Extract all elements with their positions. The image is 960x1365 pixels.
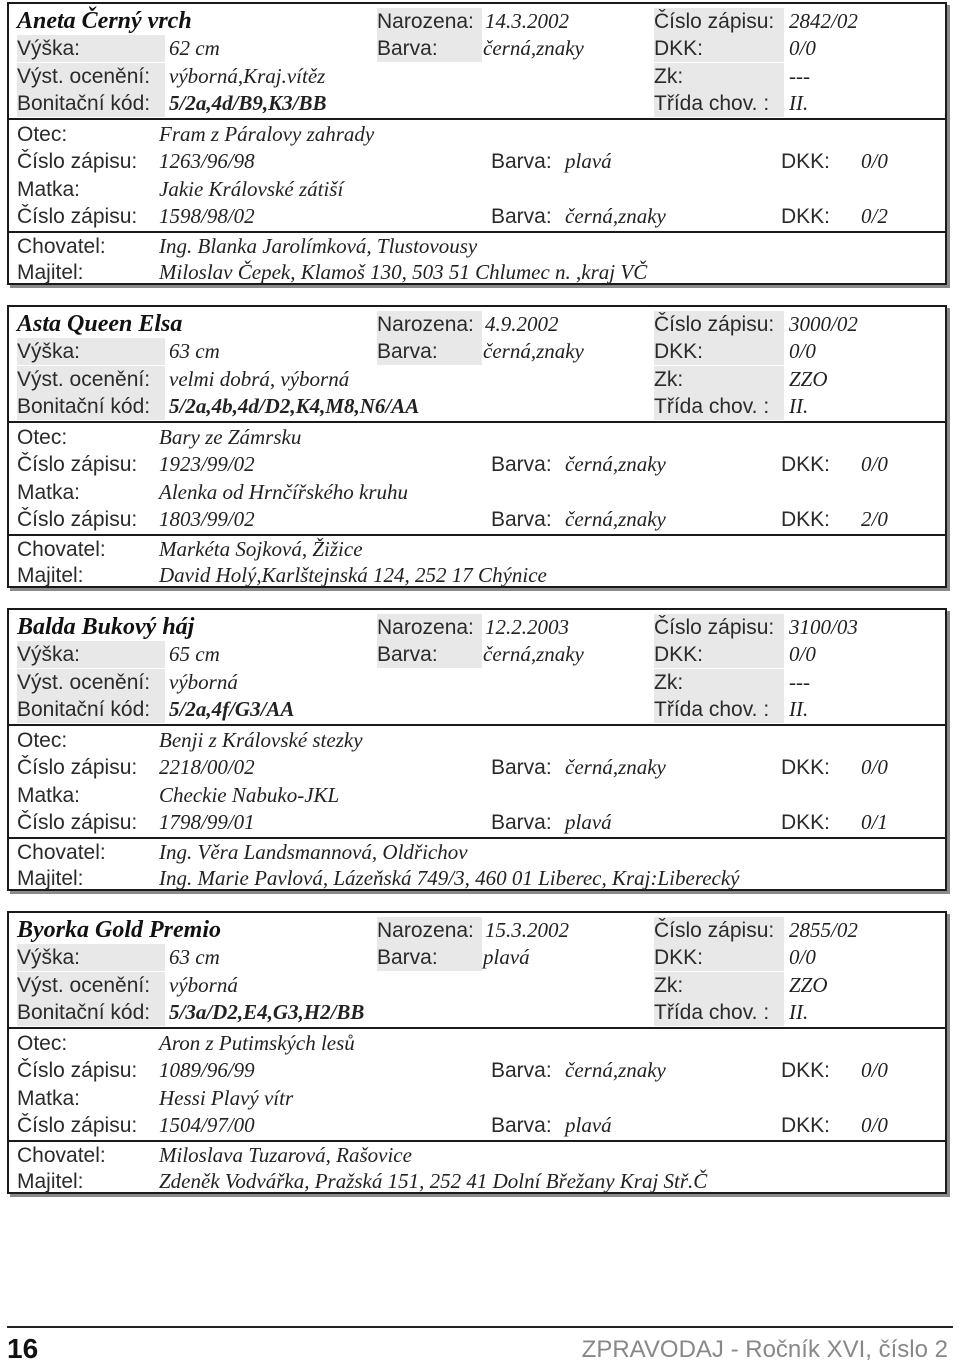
registry-value: 3100/03 [789, 615, 858, 639]
father-label: Otec: [17, 1032, 68, 1055]
born-value: 4.9.2002 [485, 312, 559, 336]
breeder-label: Chovatel: [17, 1144, 106, 1167]
mother-registry-label: Číslo zápisu: [17, 205, 138, 228]
dog-card [7, 911, 947, 1194]
section-divider [9, 724, 945, 726]
breeder-value: Ing. Blanka Jarolímková, Tlustovousy [159, 234, 478, 258]
bonitation-label: Bonitační kód: [17, 393, 165, 420]
bonitation-value: 5/2a,4f/G3/AA [169, 697, 295, 721]
mother-registry-value: 1598/98/02 [159, 204, 255, 228]
bonitation-label: Bonitační kód: [17, 696, 165, 723]
father-label: Otec: [17, 729, 68, 752]
award-value: výborná,Kraj.vítěz [169, 64, 326, 88]
father-label: Otec: [17, 123, 68, 146]
breeder-value: Ing. Věra Landsmannová, Oldřichov [159, 840, 468, 864]
mother-registry-label: Číslo zápisu: [17, 1114, 138, 1137]
owner-value: Zdeněk Vodvářka, Pražská 151, 252 41 Dolní Břežany Kraj Stř.Č [159, 1169, 708, 1193]
class-label: Třída chov. : [654, 999, 784, 1026]
father-dkk-value: 0/0 [861, 1058, 888, 1082]
father-registry-value: 1089/96/99 [159, 1058, 255, 1082]
height-label: Výška: [17, 35, 165, 62]
owner-label: Majitel: [17, 564, 84, 587]
mother-value: Jakie Královské zátiší [159, 177, 344, 201]
color-label: Barva: [377, 338, 482, 365]
mother-label: Matka: [17, 178, 81, 201]
section-divider [9, 118, 945, 120]
father-color-value: černá,znaky [565, 755, 666, 779]
dog-name: Byorka Gold Premio [17, 917, 221, 943]
bonitation-value: 5/2a,4d/B9,K3/BB [169, 91, 327, 115]
mother-color-label: Barva: [491, 811, 552, 834]
zk-label: Zk: [654, 972, 784, 999]
father-value: Fram z Páralovy zahrady [159, 122, 375, 146]
father-registry-label: Číslo zápisu: [17, 150, 138, 173]
mother-registry-value: 1504/97/00 [159, 1113, 255, 1137]
mother-dkk-value: 0/2 [861, 204, 888, 228]
class-label: Třída chov. : [654, 696, 784, 723]
award-value: výborná [169, 670, 238, 694]
father-dkk-value: 0/0 [861, 149, 888, 173]
registry-label: Číslo zápisu: [654, 311, 784, 338]
dkk-label: DKK: [654, 338, 784, 365]
born-label: Narozena: [377, 8, 482, 35]
father-color-label: Barva: [491, 150, 552, 173]
dkk-value: 0/0 [789, 36, 816, 60]
registry-label: Číslo zápisu: [654, 8, 784, 35]
class-value: II. [789, 697, 809, 721]
mother-color-label: Barva: [491, 508, 552, 531]
registry-value: 2855/02 [789, 918, 858, 942]
dog-card [7, 2, 947, 285]
class-label: Třída chov. : [654, 393, 784, 420]
mother-dkk-value: 2/0 [861, 507, 888, 531]
father-value: Aron z Putimských lesů [159, 1031, 355, 1055]
owner-value: Ing. Marie Pavlová, Lázeňská 749/3, 460 01 Liberec, Kraj:Liberecký [159, 866, 740, 890]
section-divider [9, 421, 945, 423]
class-value: II. [789, 394, 809, 418]
owner-value: David Holý,Karlštejnská 124, 252 17 Chýnice [159, 563, 547, 587]
born-label: Narozena: [377, 917, 482, 944]
height-label: Výška: [17, 641, 165, 668]
class-value: II. [789, 91, 809, 115]
born-value: 12.2.2003 [485, 615, 569, 639]
publication-title: ZPRAVODAJ - Ročník XVI, číslo 2 [581, 1336, 948, 1363]
registry-label: Číslo zápisu: [654, 614, 784, 641]
father-dkk-label: DKK: [781, 1059, 831, 1082]
father-color-label: Barva: [491, 756, 552, 779]
zk-value: ZZO [789, 973, 828, 997]
color-label: Barva: [377, 641, 482, 668]
father-registry-value: 1923/99/02 [159, 452, 255, 476]
dkk-value: 0/0 [789, 945, 816, 969]
father-dkk-value: 0/0 [861, 452, 888, 476]
mother-value: Hessi Plavý vítr [159, 1086, 294, 1110]
zk-value: ZZO [789, 367, 828, 391]
footer-rule [7, 1326, 953, 1328]
born-value: 15.3.2002 [485, 918, 569, 942]
height-value: 62 cm [169, 36, 220, 60]
registry-value: 3000/02 [789, 312, 858, 336]
award-label: Výst. ocenění: [17, 366, 165, 393]
dkk-label: DKK: [654, 35, 784, 62]
zk-label: Zk: [654, 63, 784, 90]
dkk-label: DKK: [654, 641, 784, 668]
mother-color-label: Barva: [491, 1114, 552, 1137]
color-value: černá,znaky [483, 339, 584, 363]
breeder-value: Miloslava Tuzarová, Rašovice [159, 1143, 412, 1167]
class-label: Třída chov. : [654, 90, 784, 117]
award-value: velmi dobrá, výborná [169, 367, 350, 391]
mother-registry-label: Číslo zápisu: [17, 508, 138, 531]
color-label: Barva: [377, 944, 482, 971]
mother-registry-value: 1798/99/01 [159, 810, 255, 834]
father-color-label: Barva: [491, 453, 552, 476]
mother-registry-label: Číslo zápisu: [17, 811, 138, 834]
father-color-value: černá,znaky [565, 452, 666, 476]
mother-dkk-value: 0/0 [861, 1113, 888, 1137]
breeder-label: Chovatel: [17, 235, 106, 258]
mother-color-value: černá,znaky [565, 507, 666, 531]
bonitation-label: Bonitační kód: [17, 999, 165, 1026]
mother-dkk-label: DKK: [781, 1114, 831, 1137]
mother-dkk-label: DKK: [781, 205, 831, 228]
father-registry-label: Číslo zápisu: [17, 453, 138, 476]
height-label: Výška: [17, 338, 165, 365]
award-label: Výst. ocenění: [17, 669, 165, 696]
born-value: 14.3.2002 [485, 9, 569, 33]
registry-value: 2842/02 [789, 9, 858, 33]
father-value: Bary ze Zámrsku [159, 425, 302, 449]
dog-name: Asta Queen Elsa [17, 311, 183, 337]
mother-label: Matka: [17, 784, 81, 807]
owner-label: Majitel: [17, 867, 84, 890]
breeder-label: Chovatel: [17, 841, 106, 864]
mother-color-label: Barva: [491, 205, 552, 228]
born-label: Narozena: [377, 614, 482, 641]
mother-label: Matka: [17, 1087, 81, 1110]
owner-label: Majitel: [17, 1170, 84, 1193]
zk-label: Zk: [654, 366, 784, 393]
bonitation-value: 5/2a,4b,4d/D2,K4,M8,N6/AA [169, 394, 420, 418]
award-label: Výst. ocenění: [17, 63, 165, 90]
color-value: plavá [483, 945, 530, 969]
height-value: 65 cm [169, 642, 220, 666]
bonitation-label: Bonitační kód: [17, 90, 165, 117]
father-label: Otec: [17, 426, 68, 449]
bonitation-value: 5/3a/D2,E4,G3,H2/BB [169, 1000, 365, 1024]
mother-color-value: plavá [565, 810, 612, 834]
dog-name: Balda Bukový háj [17, 614, 195, 640]
zk-value: --- [789, 670, 810, 694]
mother-color-value: plavá [565, 1113, 612, 1137]
registry-label: Číslo zápisu: [654, 917, 784, 944]
award-value: výborná [169, 973, 238, 997]
color-value: černá,znaky [483, 36, 584, 60]
father-dkk-value: 0/0 [861, 755, 888, 779]
father-dkk-label: DKK: [781, 453, 831, 476]
father-dkk-label: DKK: [781, 756, 831, 779]
father-registry-label: Číslo zápisu: [17, 756, 138, 779]
mother-label: Matka: [17, 481, 81, 504]
zk-label: Zk: [654, 669, 784, 696]
mother-dkk-label: DKK: [781, 811, 831, 834]
breeder-label: Chovatel: [17, 538, 106, 561]
dog-name: Aneta Černý vrch [17, 8, 192, 34]
height-label: Výška: [17, 944, 165, 971]
father-registry-label: Číslo zápisu: [17, 1059, 138, 1082]
dog-card [7, 305, 947, 588]
color-label: Barva: [377, 35, 482, 62]
owner-value: Miloslav Čepek, Klamoš 130, 503 51 Chlumec n. ,kraj VČ [159, 260, 648, 284]
dkk-value: 0/0 [789, 339, 816, 363]
mother-dkk-label: DKK: [781, 508, 831, 531]
father-registry-value: 2218/00/02 [159, 755, 255, 779]
color-value: černá,znaky [483, 642, 584, 666]
father-registry-value: 1263/96/98 [159, 149, 255, 173]
born-label: Narozena: [377, 311, 482, 338]
father-dkk-label: DKK: [781, 150, 831, 173]
father-value: Benji z Královské stezky [159, 728, 363, 752]
section-divider [9, 1027, 945, 1029]
mother-color-value: černá,znaky [565, 204, 666, 228]
father-color-label: Barva: [491, 1059, 552, 1082]
father-color-value: černá,znaky [565, 1058, 666, 1082]
mother-registry-value: 1803/99/02 [159, 507, 255, 531]
dkk-value: 0/0 [789, 642, 816, 666]
class-value: II. [789, 1000, 809, 1024]
breeder-value: Markéta Sojková, Žižice [159, 537, 363, 561]
award-label: Výst. ocenění: [17, 972, 165, 999]
mother-value: Alenka od Hrnčířského kruhu [159, 480, 409, 504]
father-color-value: plavá [565, 149, 612, 173]
height-value: 63 cm [169, 945, 220, 969]
page-number: 16 [7, 1333, 39, 1364]
owner-label: Majitel: [17, 261, 84, 284]
dog-card [7, 608, 947, 891]
dkk-label: DKK: [654, 944, 784, 971]
zk-value: --- [789, 64, 810, 88]
height-value: 63 cm [169, 339, 220, 363]
mother-value: Checkie Nabuko-JKL [159, 783, 340, 807]
mother-dkk-value: 0/1 [861, 810, 888, 834]
